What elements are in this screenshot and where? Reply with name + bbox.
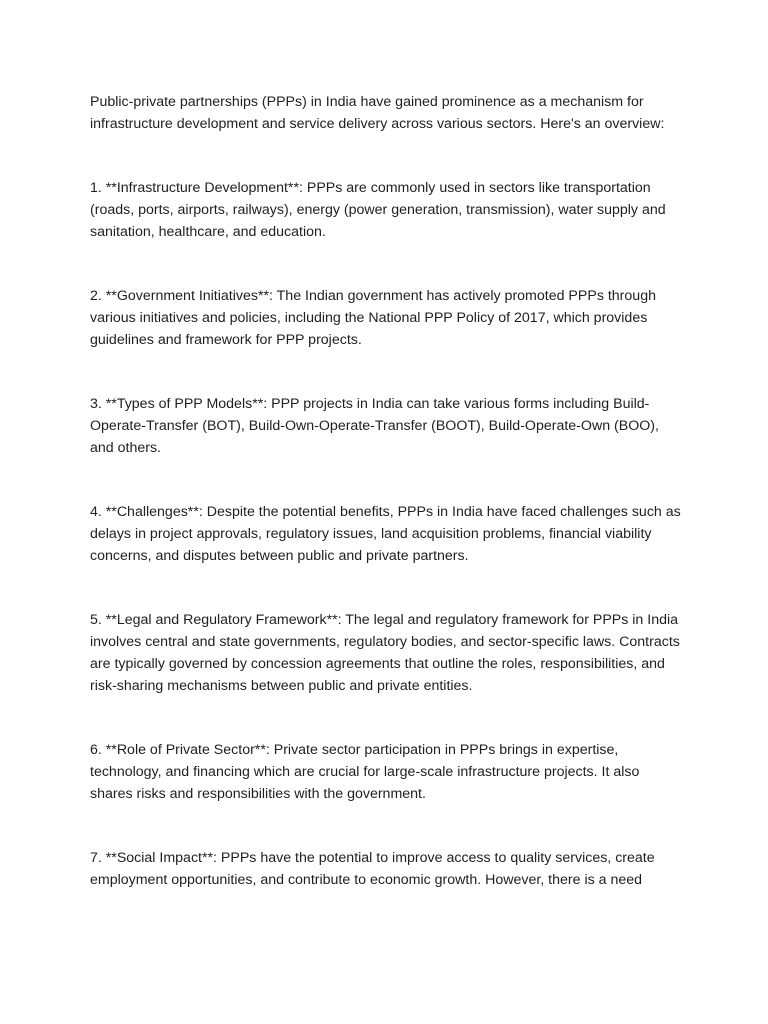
point-government-initiatives: 2. **Government Initiatives**: The Indian government has actively promoted PPPs through various initiatives and policies, including the National PPP Policy of 2017, which provides guidelines and framework for PPP projects. (90, 288, 656, 348)
point-legal-regulatory-framework: 5. **Legal and Regulatory Framework**: The legal and regulatory framework for PPPs in India involves central and state governments, regulatory bodies, and sector-specific laws. Contracts are typically governed by concession agreements that outline the roles, responsibilities, and risk-sharing mechanisms between public and private entities. (90, 612, 680, 694)
document-body (90, 91, 682, 933)
point-infrastructure-development: 1. **Infrastructure Development**: PPPs are commonly used in sectors like transportation (roads, ports, airports, railways), energy (power generation, transmission), water supply and sanitation, healthcare, and education. (90, 180, 666, 240)
intro-paragraph: Public-private partnerships (PPPs) in India have gained prominence as a mechanism for infrastructure development and service delivery across various sectors. Here's an overview: (90, 94, 665, 132)
point-social-impact: 7. **Social Impact**: PPPs have the potential to improve access to quality services, create employment opportunities, and contribute to economic growth. However, there is a need (90, 850, 655, 888)
point-role-of-private-sector: 6. **Role of Private Sector**: Private sector participation in PPPs brings in expertise, technology, and financing which are crucial for large-scale infrastructure projects. It also shares risks and responsibilities with the government. (90, 742, 640, 802)
point-challenges: 4. **Challenges**: Despite the potential benefits, PPPs in India have faced challenges such as delays in project approvals, regulatory issues, land acquisition problems, financial viability concerns, and disputes between public and private partners. (90, 504, 681, 564)
point-types-of-ppp-models: 3. **Types of PPP Models**: PPP projects in India can take various forms including Build-Operate-Transfer (BOT), Build-Own-Operate-Transfer (BOOT), Build-Operate-Own (BOO), and others. (90, 396, 659, 456)
